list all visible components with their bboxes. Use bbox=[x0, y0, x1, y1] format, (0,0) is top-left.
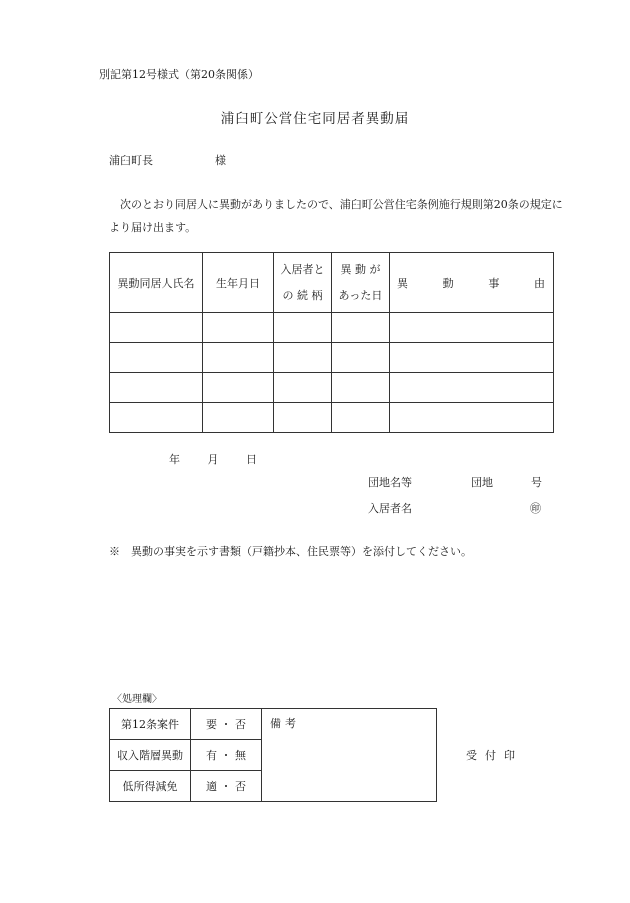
table-row bbox=[110, 343, 554, 373]
change-date-cell[interactable] bbox=[332, 313, 390, 343]
table-row bbox=[110, 403, 554, 433]
processing-value: 有 ・ 無 bbox=[191, 740, 262, 771]
col-header-birthdate: 生年月日 bbox=[203, 253, 274, 313]
reason-char: 由 bbox=[533, 276, 545, 290]
col-header-change-date bbox=[332, 253, 390, 313]
complex-label: 団地 bbox=[471, 476, 493, 489]
change-date-cell[interactable] bbox=[332, 373, 390, 403]
processing-table bbox=[109, 708, 437, 802]
birthdate-cell[interactable] bbox=[203, 373, 274, 403]
document-title: 浦臼町公営住宅同居者異動届 bbox=[220, 111, 410, 127]
tenant-name-label: 入居者名 bbox=[368, 502, 412, 515]
name-cell[interactable] bbox=[110, 403, 203, 433]
name-cell[interactable] bbox=[110, 373, 203, 403]
processing-row bbox=[110, 709, 437, 740]
year-label: 年 bbox=[169, 453, 180, 466]
col-header-relation-line1: 入居者と bbox=[280, 262, 325, 276]
col-header-name: 異動同居人氏名 bbox=[110, 253, 203, 313]
attachment-note: ※ 異動の事実を示す書類（戸籍抄本、住民票等）を添付してください。 bbox=[109, 545, 472, 558]
processing-value: 要 ・ 否 bbox=[191, 709, 262, 740]
table-row bbox=[110, 373, 554, 403]
relation-cell[interactable] bbox=[274, 343, 332, 373]
seal-mark: ㊞ bbox=[530, 502, 541, 515]
col-header-change-date-line2: あった日 bbox=[338, 288, 383, 302]
receipt-stamp-label: 受付印 bbox=[466, 749, 523, 762]
remarks-cell: 備考 bbox=[262, 709, 437, 802]
table-row bbox=[110, 313, 554, 343]
birthdate-cell[interactable] bbox=[203, 403, 274, 433]
change-table bbox=[109, 252, 554, 433]
name-cell[interactable] bbox=[110, 313, 203, 343]
reason-cell[interactable] bbox=[390, 373, 554, 403]
birthdate-cell[interactable] bbox=[203, 343, 274, 373]
relation-cell[interactable] bbox=[274, 313, 332, 343]
col-header-relation-line2: の 続 柄 bbox=[282, 288, 323, 302]
change-date-cell[interactable] bbox=[332, 403, 390, 433]
reason-cell[interactable] bbox=[390, 403, 554, 433]
col-header-reason bbox=[390, 253, 554, 313]
reason-cell[interactable] bbox=[390, 313, 554, 343]
unit-number-label: 号 bbox=[531, 476, 542, 489]
reason-char: 事 bbox=[488, 276, 500, 290]
processing-caption: 〈処理欄〉 bbox=[112, 694, 162, 705]
birthdate-cell[interactable] bbox=[203, 313, 274, 343]
processing-label: 低所得減免 bbox=[110, 771, 191, 802]
table-header-row bbox=[110, 253, 554, 313]
reason-cell[interactable] bbox=[390, 343, 554, 373]
change-date-cell[interactable] bbox=[332, 343, 390, 373]
col-header-change-date-line1: 異 動 が bbox=[340, 262, 381, 276]
processing-value: 適 ・ 否 bbox=[191, 771, 262, 802]
day-label: 日 bbox=[246, 453, 257, 466]
processing-label: 収入階層異動 bbox=[110, 740, 191, 771]
body-text: 次のとおり同居人に異動がありましたので、浦臼町公営住宅条例施行規則第20条の規定により届け出ます。 bbox=[109, 198, 563, 234]
honorific: 様 bbox=[215, 154, 226, 167]
processing-label: 第12条案件 bbox=[110, 709, 191, 740]
form-number-label: 別記第12号様式（第20条関係） bbox=[99, 68, 259, 81]
relation-cell[interactable] bbox=[274, 403, 332, 433]
reason-char: 異 bbox=[397, 276, 408, 290]
name-cell[interactable] bbox=[110, 343, 203, 373]
reason-char: 動 bbox=[442, 276, 454, 290]
date-line bbox=[169, 451, 257, 467]
addressee: 浦臼町長 bbox=[109, 154, 153, 167]
col-header-relation bbox=[274, 253, 332, 313]
month-label: 月 bbox=[207, 453, 219, 466]
relation-cell[interactable] bbox=[274, 373, 332, 403]
complex-name-label: 団地名等 bbox=[368, 476, 412, 489]
